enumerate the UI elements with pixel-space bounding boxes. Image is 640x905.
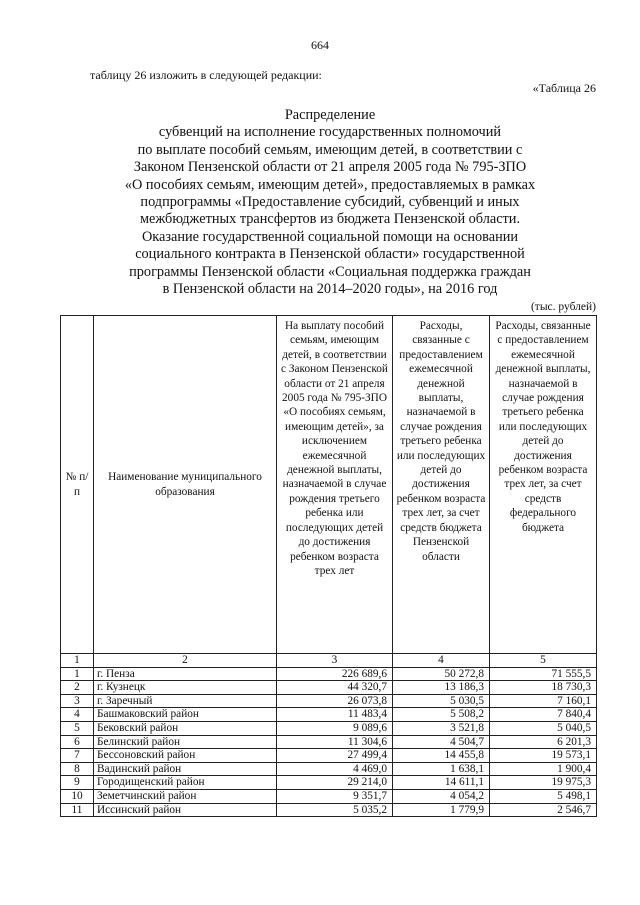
title-line: по выплате пособий семьям, имеющим детей, в соответствии с	[137, 141, 523, 158]
row-number: 8	[61, 762, 94, 776]
row-number: 3	[61, 694, 94, 708]
title-line: субвенций на исполнение государственных полномочий	[158, 124, 502, 141]
municipality-name: г. Заречный	[94, 694, 277, 708]
title-line: «О пособиях семьям, имеющим детей», предоставляемых в рамках	[124, 176, 536, 193]
row-number: 5	[61, 721, 94, 735]
table-row	[61, 789, 597, 803]
table-row	[61, 681, 597, 695]
value-col5: 19 573,1	[490, 749, 597, 763]
value-col5: 5 040,5	[490, 721, 597, 735]
table-row	[61, 708, 597, 722]
row-number: 4	[61, 708, 94, 722]
value-col4: 1 779,9	[393, 803, 490, 817]
value-col3: 9 351,7	[277, 789, 393, 803]
column-number-row	[61, 654, 597, 668]
table-row	[61, 721, 597, 735]
value-col5: 2 546,7	[490, 803, 597, 817]
value-col3: 29 214,0	[277, 776, 393, 790]
table-reference: «Таблица 26	[532, 81, 596, 95]
row-number: 9	[61, 776, 94, 790]
value-col4: 4 504,7	[393, 735, 490, 749]
value-col4: 13 186,3	[393, 681, 490, 695]
table-row	[61, 749, 597, 763]
value-col3: 26 073,8	[277, 694, 393, 708]
intro-text: таблицу 26 изложить в следующей редакции:	[90, 68, 322, 82]
document-title	[60, 107, 600, 298]
title-line: Законом Пензенской области от 21 апреля 2005 года № 795-ЗПО	[133, 159, 527, 176]
value-col3: 27 499,4	[277, 749, 393, 763]
value-col4: 50 272,8	[393, 667, 490, 681]
value-col4: 14 455,8	[393, 749, 490, 763]
value-col3: 11 304,6	[277, 735, 393, 749]
municipality-name: Земетчинский район	[94, 789, 277, 803]
title-line: подпрограммы «Предоставление субсидий, субвенций и иных	[140, 194, 520, 211]
value-col4: 5 030,5	[393, 694, 490, 708]
value-col5: 19 975,3	[490, 776, 597, 790]
value-col3: 5 035,2	[277, 803, 393, 817]
municipality-name: Белинский район	[94, 735, 277, 749]
municipality-name: Вадинский район	[94, 762, 277, 776]
table-row	[61, 776, 597, 790]
municipality-name: Бековский район	[94, 721, 277, 735]
page-number: 664	[311, 38, 329, 52]
row-number: 2	[61, 681, 94, 695]
row-number: 6	[61, 735, 94, 749]
header-name: Наименование муниципального образования	[94, 316, 277, 654]
table-body	[61, 654, 597, 817]
value-col4: 4 054,2	[393, 789, 490, 803]
municipality-name: Бессоновский район	[94, 749, 277, 763]
row-number: 11	[61, 803, 94, 817]
value-col5: 7 840,4	[490, 708, 597, 722]
municipality-name: г. Кузнецк	[94, 681, 277, 695]
table-row	[61, 667, 597, 681]
header-col4: Расходы, связанные с предоставлением ежемесячной денежной выплаты, назначаемой в случае рождения третьего ребенка или последующих детей до достижения ребенком возраста трех лет, за счет средств бюджета Пензенской области	[393, 316, 490, 654]
title-line: межбюджетных трансфертов из бюджета Пензенской области.	[139, 211, 521, 228]
value-col5: 7 160,1	[490, 694, 597, 708]
subsidy-table	[60, 315, 597, 817]
header-num: № п/п	[61, 316, 94, 654]
value-col3: 4 469,0	[277, 762, 393, 776]
municipality-name: г. Пенза	[94, 667, 277, 681]
title-line: программы Пензенской области «Социальная поддержка граждан	[129, 263, 531, 280]
value-col3: 44 320,7	[277, 681, 393, 695]
col-number: 1	[61, 654, 94, 668]
value-col3: 11 483,4	[277, 708, 393, 722]
header-row	[61, 316, 597, 654]
value-col5: 6 201,3	[490, 735, 597, 749]
value-col4: 1 638,1	[393, 762, 490, 776]
value-col3: 226 689,6	[277, 667, 393, 681]
municipality-name: Иссинский район	[94, 803, 277, 817]
municipality-name: Башмаковский район	[94, 708, 277, 722]
col-number: 4	[393, 654, 490, 668]
col-number: 2	[94, 654, 277, 668]
table-row	[61, 762, 597, 776]
col-number: 5	[490, 654, 597, 668]
value-col5: 18 730,3	[490, 681, 597, 695]
value-col4: 5 508,2	[393, 708, 490, 722]
value-col4: 14 611,1	[393, 776, 490, 790]
value-col5: 1 900,4	[490, 762, 597, 776]
title-line: социального контракта в Пензенской области» государственной	[135, 246, 525, 263]
units-label: (тыс. рублей)	[530, 301, 596, 313]
table-row	[61, 694, 597, 708]
header-col3: На выплату пособий семьям, имеющим детей, в соответствии с Законом Пензенской области от 21 апреля 2005 года № 795-ЗПО «О пособиях семьям, имеющим детей», за исключением ежемесячной денежной выплаты, назначаемой в случае рождения третьего ребенка или последующих детей до достижения ребенком возраста трех лет	[277, 316, 393, 654]
title-line: Распределение	[284, 107, 376, 123]
col-number: 3	[277, 654, 393, 668]
value-col3: 9 089,6	[277, 721, 393, 735]
row-number: 10	[61, 789, 94, 803]
row-number: 1	[61, 667, 94, 681]
municipality-name: Городищенский район	[94, 776, 277, 790]
table-row	[61, 735, 597, 749]
value-col5: 5 498,1	[490, 789, 597, 803]
title-line: Оказание государственной социальной помощи на основании	[141, 228, 519, 245]
row-number: 7	[61, 749, 94, 763]
value-col4: 3 521,8	[393, 721, 490, 735]
table-row	[61, 803, 597, 817]
value-col5: 71 555,5	[490, 667, 597, 681]
header-col5: Расходы, связанные с предоставлением ежемесячной денежной выплаты, назначаемой в случае рождения третьего ребенка или последующих детей до достижения ребенком возраста трех лет, за счет средств федерального бюджета	[490, 316, 597, 654]
title-line: в Пензенской области на 2014–2020 годы», на 2016 год	[162, 281, 498, 298]
